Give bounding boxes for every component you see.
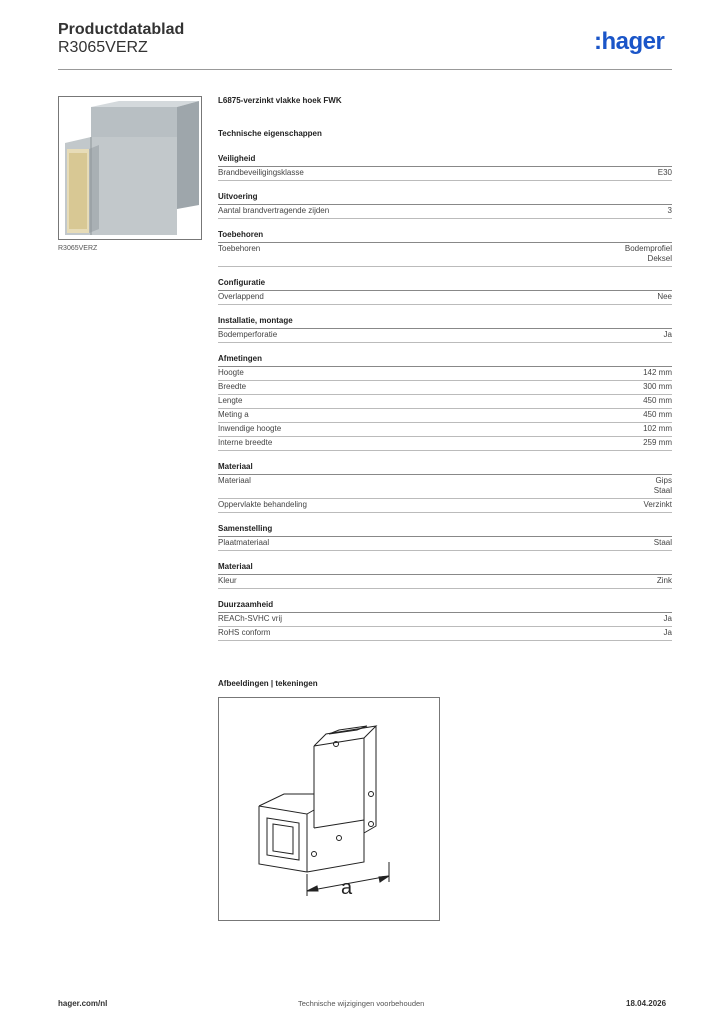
section-title: Configuratie — [218, 278, 672, 291]
spec-section — [218, 524, 672, 551]
product-photo-illustration — [59, 97, 201, 239]
spec-value-line: Ja — [663, 330, 672, 339]
spec-value-line: E30 — [657, 168, 672, 177]
spec-value-line: 142 mm — [643, 368, 672, 377]
spec-label: Hoogte — [218, 368, 244, 377]
tech-properties-heading: Technische eigenschappen — [218, 129, 322, 138]
product-code: R3065VERZ — [58, 39, 148, 56]
spec-label: REACh-SVHC vrij — [218, 614, 283, 623]
spec-row — [218, 167, 672, 181]
spec-value — [657, 576, 672, 586]
section-title: Samenstelling — [218, 524, 672, 537]
spec-label: Aantal brandvertragende zijden — [218, 206, 330, 215]
hager-logo: :hager — [594, 28, 665, 55]
footer-date: 18.04.2026 — [626, 999, 667, 1008]
spec-row — [218, 499, 672, 513]
spec-value-line: Verzinkt — [643, 500, 672, 509]
spec-section — [218, 154, 672, 181]
spec-value — [664, 614, 672, 624]
spec-value — [664, 628, 672, 638]
spec-row — [218, 627, 672, 641]
spec-section — [218, 562, 672, 589]
spec-value — [654, 538, 672, 548]
spec-row — [218, 475, 672, 499]
images-heading: Afbeeldingen | tekeningen — [218, 679, 318, 688]
spec-row — [218, 367, 672, 381]
section-title: Uitvoering — [218, 192, 672, 205]
spec-value — [668, 206, 672, 216]
spec-value-line: Gips — [655, 476, 672, 485]
spec-label: Plaatmateriaal — [218, 538, 270, 547]
spec-row — [218, 381, 672, 395]
spec-value-line: Ja — [663, 614, 672, 623]
spec-value — [644, 500, 672, 510]
spec-row — [218, 291, 672, 305]
spec-value — [625, 244, 672, 264]
spec-label: Kleur — [218, 576, 237, 585]
spec-value-line: Zink — [656, 576, 672, 585]
spec-section — [218, 462, 672, 513]
spec-value-line: Ja — [663, 628, 672, 637]
spec-sections — [218, 154, 672, 641]
spec-value-line: Nee — [657, 292, 672, 301]
spec-label: Toebehoren — [218, 244, 261, 253]
spec-label: Oppervlakte behandeling — [218, 500, 307, 509]
spec-label: Inwendige hoogte — [218, 424, 282, 433]
spec-label: Overlappend — [218, 292, 264, 301]
spec-label: Breedte — [218, 382, 247, 391]
spec-row — [218, 575, 672, 589]
spec-section — [218, 600, 672, 641]
spec-value — [658, 168, 672, 178]
technical-drawing — [218, 697, 440, 921]
spec-value-line: 450 mm — [643, 396, 672, 405]
spec-row — [218, 395, 672, 409]
spec-label: Lengte — [218, 396, 243, 405]
spec-label: RoHS conform — [218, 628, 271, 637]
spec-value-line: 102 mm — [643, 424, 672, 433]
spec-value — [657, 292, 672, 302]
spec-label: Meting a — [218, 410, 249, 419]
spec-label: Materiaal — [218, 476, 251, 485]
spec-value — [643, 438, 672, 448]
spec-section — [218, 354, 672, 451]
spec-table — [218, 95, 672, 641]
spec-value-line: 259 mm — [643, 438, 672, 447]
section-title: Afmetingen — [218, 354, 672, 367]
header-divider — [58, 69, 672, 70]
section-title: Toebehoren — [218, 230, 672, 243]
spec-section — [218, 278, 672, 305]
spec-section — [218, 230, 672, 267]
page-title: Productdatablad — [58, 21, 185, 38]
spec-value-line: 450 mm — [643, 410, 672, 419]
spec-value — [643, 424, 672, 434]
spec-value-line: Bodemprofiel — [624, 244, 672, 253]
technical-drawing-illustration — [219, 698, 439, 920]
spec-row — [218, 243, 672, 267]
spec-value — [643, 396, 672, 406]
spec-value — [643, 368, 672, 378]
spec-section — [218, 192, 672, 219]
section-title: Veiligheid — [218, 154, 672, 167]
spec-value-line: Staal — [653, 486, 672, 495]
spec-label: Brandbeveiligingsklasse — [218, 168, 304, 177]
footer-website[interactable]: hager.com/nl — [58, 999, 108, 1008]
spec-value — [643, 382, 672, 392]
spec-row — [218, 409, 672, 423]
spec-section — [218, 316, 672, 343]
dimension-a-label: a — [341, 877, 353, 899]
spec-value-line: 3 — [667, 206, 672, 215]
product-name: L6875-verzinkt vlakke hoek FWK — [218, 96, 342, 105]
section-title: Materiaal — [218, 462, 672, 475]
spec-row — [218, 537, 672, 551]
spec-label: Interne breedte — [218, 438, 273, 447]
footer-disclaimer: Technische wijzigingen voorbehouden — [298, 999, 425, 1008]
product-photo — [58, 96, 202, 240]
spec-value-line: 300 mm — [643, 382, 672, 391]
spec-row — [218, 613, 672, 627]
spec-value — [643, 410, 672, 420]
spec-row — [218, 329, 672, 343]
section-title: Duurzaamheid — [218, 600, 672, 613]
spec-row — [218, 423, 672, 437]
spec-label: Bodemperforatie — [218, 330, 278, 339]
spec-value — [654, 476, 672, 496]
spec-value-line: Deksel — [647, 254, 672, 263]
spec-row — [218, 437, 672, 451]
section-title: Installatie, montage — [218, 316, 672, 329]
spec-value-line: Staal — [653, 538, 672, 547]
spec-row — [218, 205, 672, 219]
section-title: Materiaal — [218, 562, 672, 575]
photo-caption: R3065VERZ — [58, 245, 98, 252]
spec-value — [664, 330, 672, 340]
